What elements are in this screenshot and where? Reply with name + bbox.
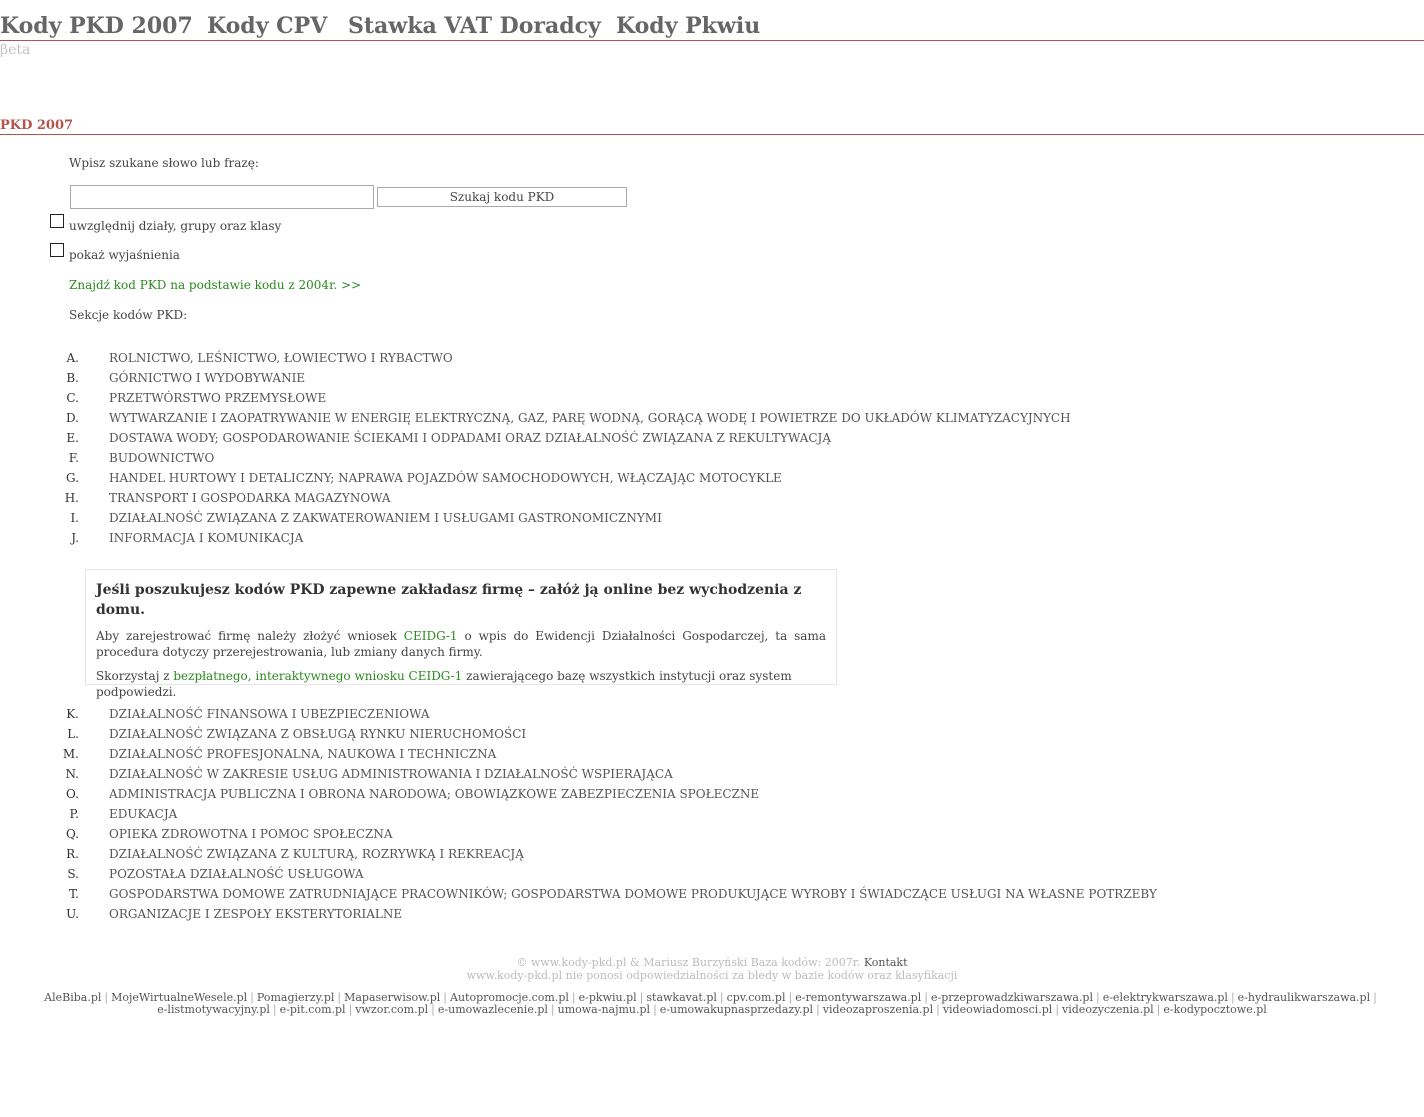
section-link[interactable]: DZIAŁALNOŚĆ ZWIĄZANA Z ZAKWATEROWANIEM I USŁUGAMI GASTRONOMICZNYMI <box>109 511 662 525</box>
search-pkd-button[interactable]: Szukaj kodu PKD <box>377 187 627 207</box>
beta-label: βeta <box>0 42 31 58</box>
section-link[interactable]: WYTWARZANIE I ZAOPATRYWANIE W ENERGIĘ ELEKTRYCZNĄ, GAZ, PARĘ WODNĄ, GORĄCĄ WODĘ I POWIETRZE DO UKŁADÓW KLIMATYZACYJNYCH <box>109 411 1071 425</box>
contact-link[interactable]: Kontakt <box>863 956 908 969</box>
partner-link[interactable]: e-kodypocztowe.pl <box>1163 1003 1267 1016</box>
pkd-section-row <box>0 468 1424 488</box>
pkd-section-row <box>0 704 1424 724</box>
section-link[interactable]: PRZETWÓRSTWO PRZEMYSŁOWE <box>109 391 327 405</box>
section-link[interactable]: POZOSTAŁA DZIAŁALNOŚĆ USŁUGOWA <box>109 867 364 881</box>
nav-link-kody-pkd-2007[interactable]: Kody PKD 2007 <box>0 13 193 39</box>
section-letter: P. <box>69 807 79 821</box>
section-letter: A. <box>66 351 79 365</box>
partner-links: AleBiba.pl | MojeWirtualneWesele.pl | Pomagierzy.pl | Mapaserwisow.pl | Autopromocje.com.pl | e-pkwiu.pl | stawkavat.pl | cpv.com.pl | e-remontywarszawa.pl | e-przeprowadzkiwarszawa.pl | e-elektrykwarszawa.pl | e-hydraulikwarszawa.pl | e-listmotywacyjny.pl | e-pit.com.pl | vwzor.com.pl | e-umowazlecenie.pl | umowa-najmu.pl | e-umowakupnasprzedazy.pl | videozaproszenia.pl | videowiadomosci.pl | videozyczenia.pl | e-kodypocztowe.pl <box>44 991 1377 1016</box>
pkd-section-row <box>0 368 1424 388</box>
pkd-section-row <box>0 448 1424 468</box>
section-link[interactable]: GÓRNICTWO I WYDOBYWANIE <box>109 371 306 385</box>
partner-link[interactable]: e-przeprowadzkiwarszawa.pl <box>930 991 1093 1004</box>
partner-link[interactable]: AleBiba.pl <box>44 991 102 1004</box>
pkd-section-row <box>0 408 1424 428</box>
section-letter: H. <box>64 491 79 505</box>
show-explanations-label: pokaż wyjaśnienia <box>69 248 180 262</box>
section-link[interactable]: BUDOWNICTWO <box>109 451 215 465</box>
section-letter: N. <box>65 767 79 781</box>
footer-disclaimer: www.kody-pkd.pl nie ponosi odpowiedzialności za błedy w bazie kodów oraz klasyfikacji <box>466 969 958 982</box>
sections-label: Sekcje kodów PKD: <box>69 308 188 322</box>
pkd-section-row <box>0 528 1424 548</box>
section-link[interactable]: DZIAŁALNOŚĆ FINANSOWA I UBEZPIECZENIOWA <box>109 707 430 721</box>
section-letter: D. <box>65 411 79 425</box>
promo-text: Aby zarejestrować firmę należy złożyć wniosek <box>96 629 404 643</box>
section-letter: Q. <box>65 827 79 841</box>
section-letter: K. <box>66 707 79 721</box>
section-letter: G. <box>66 471 79 485</box>
partner-link[interactable]: e-hydraulikwarszawa.pl <box>1237 991 1371 1004</box>
section-letter: C. <box>66 391 79 405</box>
pkd-section-row <box>0 904 1424 924</box>
interactive-ceidg-form-link[interactable]: bezpłatnego, interaktywnego wniosku CEIDG-1 <box>173 669 463 683</box>
copyright-text: © www.kody-pkd.pl & Mariusz Burzyński Baza kodów: 2007r. <box>516 956 861 969</box>
section-letter: E. <box>66 431 79 445</box>
partner-link[interactable]: e-remontywarszawa.pl <box>795 991 922 1004</box>
partner-link[interactable]: MojeWirtualneWesele.pl <box>111 991 248 1004</box>
section-letter: I. <box>70 511 79 525</box>
pkd-section-row <box>0 764 1424 784</box>
nav-link-stawka-vat-doradcy[interactable]: Stawka VAT Doradcy <box>348 13 601 39</box>
section-letter: F. <box>68 451 79 465</box>
search-label: Wpisz szukane słowo lub frazę: <box>69 156 259 170</box>
promo-heading: Jeśli poszukujesz kodów PKD zapewne zakładasz firmę – załóż ją online bez wychodzenia z domu. <box>96 582 802 618</box>
partner-link[interactable]: videowiadomosci.pl <box>942 1003 1053 1016</box>
section-link[interactable]: DZIAŁALNOŚĆ ZWIĄZANA Z KULTURĄ, ROZRYWKĄ I REKREACJĄ <box>109 847 524 861</box>
include-groups-checkbox[interactable] <box>50 214 64 228</box>
pkd-section-row <box>0 884 1424 904</box>
partner-link[interactable]: Mapaserwisow.pl <box>344 991 441 1004</box>
partner-link[interactable]: e-umowakupnasprzedazy.pl <box>659 1003 814 1016</box>
section-letter: U. <box>66 907 79 921</box>
pkd-section-row <box>0 784 1424 804</box>
pkd-section-row <box>0 388 1424 408</box>
section-title: PKD 2007 <box>0 118 1424 135</box>
partner-link[interactable]: stawkavat.pl <box>646 991 717 1004</box>
footer-copyright-line <box>0 956 1424 969</box>
partner-link[interactable]: vwzor.com.pl <box>355 1003 429 1016</box>
pkd-section-row <box>0 488 1424 508</box>
partner-link[interactable]: cpv.com.pl <box>726 991 786 1004</box>
top-navigation <box>0 12 1424 41</box>
section-link[interactable]: DZIAŁALNOŚĆ PROFESJONALNA, NAUKOWA I TECHNICZNA <box>109 747 497 761</box>
section-letter: S. <box>67 867 79 881</box>
partner-link[interactable]: videozyczenia.pl <box>1062 1003 1154 1016</box>
section-letter: B. <box>66 371 79 385</box>
partner-link[interactable]: e-listmotywacyjny.pl <box>157 1003 270 1016</box>
section-link[interactable]: DZIAŁALNOŚĆ ZWIĄZANA Z OBSŁUGĄ RYNKU NIERUCHOMOŚCI <box>109 727 527 741</box>
promo-text: zawierającego bazę wszystkich instytucji oraz system podpowiedzi. <box>96 669 792 699</box>
section-link[interactable]: ORGANIZACJE I ZESPOŁY EKSTERYTORIALNE <box>109 907 403 921</box>
pkd-section-row <box>0 804 1424 824</box>
section-link[interactable]: EDUKACJA <box>109 807 178 821</box>
pkd-section-row <box>0 744 1424 764</box>
section-link[interactable]: OPIEKA ZDROWOTNA I POMOC SPOŁECZNA <box>109 827 393 841</box>
show-explanations-checkbox[interactable] <box>50 243 64 257</box>
nav-link-kody-cpv[interactable]: Kody CPV <box>207 13 328 39</box>
pkd-section-row <box>0 844 1424 864</box>
footer <box>0 956 1424 982</box>
section-link[interactable]: ROLNICTWO, LEŚNICTWO, ŁOWIECTWO I RYBACTWO <box>109 351 453 365</box>
promo-text: Skorzystaj z <box>96 669 174 683</box>
section-link[interactable]: GOSPODARSTWA DOMOWE ZATRUDNIAJĄCE PRACOWNIKÓW; GOSPODARSTWA DOMOWE PRODUKUJĄCE WYROBY I ŚWIADCZĄCE USŁUGI NA WŁASNE POTRZEBY <box>109 887 1157 901</box>
partner-link[interactable]: Pomagierzy.pl <box>256 991 335 1004</box>
find-by-2004-code-link[interactable]: Znajdź kod PKD na podstawie kodu z 2004r. >> <box>69 278 362 292</box>
pkd-sections-list <box>0 348 1424 548</box>
section-link[interactable]: HANDEL HURTOWY I DETALICZNY; NAPRAWA POJAZDÓW SAMOCHODOWYCH, WŁĄCZAJĄC MOTOCYKLE <box>109 471 782 485</box>
partner-link[interactable]: e-pkwiu.pl <box>578 991 637 1004</box>
ceidg-1-link[interactable]: CEIDG-1 <box>403 629 458 643</box>
promo-paragraph <box>96 628 826 660</box>
partner-link[interactable]: e-umowazlecenie.pl <box>437 1003 548 1016</box>
section-letter: O. <box>66 787 79 801</box>
section-letter: M. <box>62 747 79 761</box>
promo-paragraph <box>96 668 826 700</box>
section-link[interactable]: ADMINISTRACJA PUBLICZNA I OBRONA NARODOWA; OBOWIĄZKOWE ZABEZPIECZENIA SPOŁECZNE <box>109 787 760 801</box>
promo-text: o wpis do Ewidencji Działalności Gospodarczej, ta sama procedura dotyczy przerejestrowania, lub zmiany danych firmy. <box>96 629 826 659</box>
section-link[interactable]: DZIAŁALNOŚĆ W ZAKRESIE USŁUG ADMINISTROWANIA I DZIAŁALNOŚĆ WSPIERAJĄCA <box>109 767 673 781</box>
partner-link[interactable]: videozaproszenia.pl <box>822 1003 934 1016</box>
section-link[interactable]: DOSTAWA WODY; GOSPODAROWANIE ŚCIEKAMI I ODPADAMI ORAZ DZIAŁALNOŚĆ ZWIĄZANA Z REKULTYWACJĄ <box>109 431 832 445</box>
section-link[interactable]: TRANSPORT I GOSPODARKA MAGAZYNOWA <box>109 491 391 505</box>
partner-link[interactable]: Autopromocje.com.pl <box>450 991 569 1004</box>
partner-link[interactable]: umowa-najmu.pl <box>557 1003 651 1016</box>
partner-link[interactable]: e-pit.com.pl <box>279 1003 346 1016</box>
section-letter: J. <box>71 531 79 545</box>
promo-box <box>85 569 837 699</box>
pkd-sections-list <box>0 704 1424 924</box>
section-letter: L. <box>67 727 79 741</box>
include-groups-label: uwzględnij działy, grupy oraz klasy <box>69 219 282 233</box>
pkd-section-row <box>0 864 1424 884</box>
partner-link[interactable]: e-elektrykwarszawa.pl <box>1102 991 1228 1004</box>
search-input[interactable] <box>70 185 374 209</box>
nav-link-kody-pkwiu[interactable]: Kody Pkwiu <box>616 13 761 39</box>
pkd-section-row <box>0 824 1424 844</box>
section-letter: T. <box>68 887 79 901</box>
section-letter: R. <box>66 847 79 861</box>
pkd-section-row <box>0 348 1424 368</box>
pkd-section-row <box>0 428 1424 448</box>
pkd-section-row <box>0 508 1424 528</box>
section-link[interactable]: INFORMACJA I KOMUNIKACJA <box>109 531 304 545</box>
pkd-section-row <box>0 724 1424 744</box>
